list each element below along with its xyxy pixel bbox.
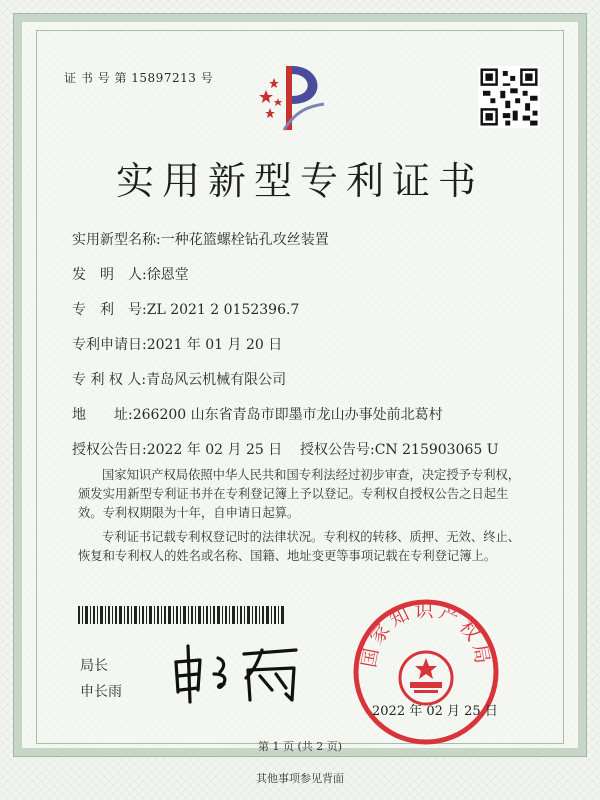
field-label: 地 址: xyxy=(72,407,133,423)
field-value: 一种花篮螺栓钻孔攻丝装置 xyxy=(160,232,329,248)
field-label: 实用新型名称: xyxy=(72,232,161,248)
field-address xyxy=(72,404,443,424)
seal-text: 国家知识产权局 xyxy=(358,599,494,670)
certificate-number xyxy=(64,69,213,86)
field-value: 青岛风云机械有限公司 xyxy=(146,372,287,388)
certificate-number-label: 证 书 号 第 xyxy=(64,71,127,85)
field-value: CN 215903065 U xyxy=(374,442,499,458)
certificate-number-value: 15897213 xyxy=(131,71,197,85)
director-title: 局长 xyxy=(80,658,108,674)
field-patent-number xyxy=(72,299,299,319)
field-label: 授权公告号: xyxy=(300,442,375,458)
seal-date: 2022 年 02 月 25 日 xyxy=(372,704,498,719)
field-announcement-number xyxy=(300,439,499,459)
field-application-date xyxy=(72,334,282,354)
certificate-number-suffix: 号 xyxy=(200,71,214,85)
field-value: 徐恩堂 xyxy=(146,267,189,283)
field-label: 专 利 号: xyxy=(72,302,147,318)
official-seal xyxy=(352,598,500,746)
page-title: 实用新型专利证书 xyxy=(115,159,484,203)
field-value: 2021 年 01 月 20 日 xyxy=(146,337,283,353)
field-utility-model-name xyxy=(72,229,329,249)
field-value: 2022 年 02 月 25 日 xyxy=(146,442,283,458)
page-number: 第 1 页 (共 2 页) xyxy=(257,740,343,753)
cnipa-logo-icon xyxy=(254,60,334,140)
field-inventor xyxy=(72,264,189,284)
field-value: ZL 2021 2 0152396.7 xyxy=(146,302,300,318)
barcode-icon xyxy=(78,606,284,624)
grant-paragraph: 国家知识产权局依照中华人民共和国专利法经过初步审查，决定授予专利权，颁发实用新型专利证书并在专利登记簿上予以登记。专利权自授权公告之日起生效。专利权期限为十年，自申请日起算。 xyxy=(78,468,521,520)
field-value: 266200 山东省青岛市即墨市龙山办事处前北葛村 xyxy=(132,407,443,423)
field-grant-date xyxy=(72,439,282,459)
field-label: 授权公告日: xyxy=(72,442,147,458)
field-label: 发 明 人: xyxy=(72,267,147,283)
legal-status-paragraph: 专利证书记载专利权登记时的法律状况。专利权的转移、质押、无效、终止、恢复和专利权人的姓名或名称、国籍、地址变更等事项记载在专利登记簿上。 xyxy=(78,530,521,563)
field-label: 专 利 权 人: xyxy=(72,372,147,388)
director-name: 申长雨 xyxy=(80,684,122,700)
director-signature xyxy=(168,640,308,704)
qr-code-icon xyxy=(478,66,540,128)
field-label: 专利申请日: xyxy=(72,337,147,353)
back-note: 其他事项参见背面 xyxy=(256,772,344,785)
national-emblem-icon xyxy=(400,652,452,704)
field-patentee xyxy=(72,369,286,389)
